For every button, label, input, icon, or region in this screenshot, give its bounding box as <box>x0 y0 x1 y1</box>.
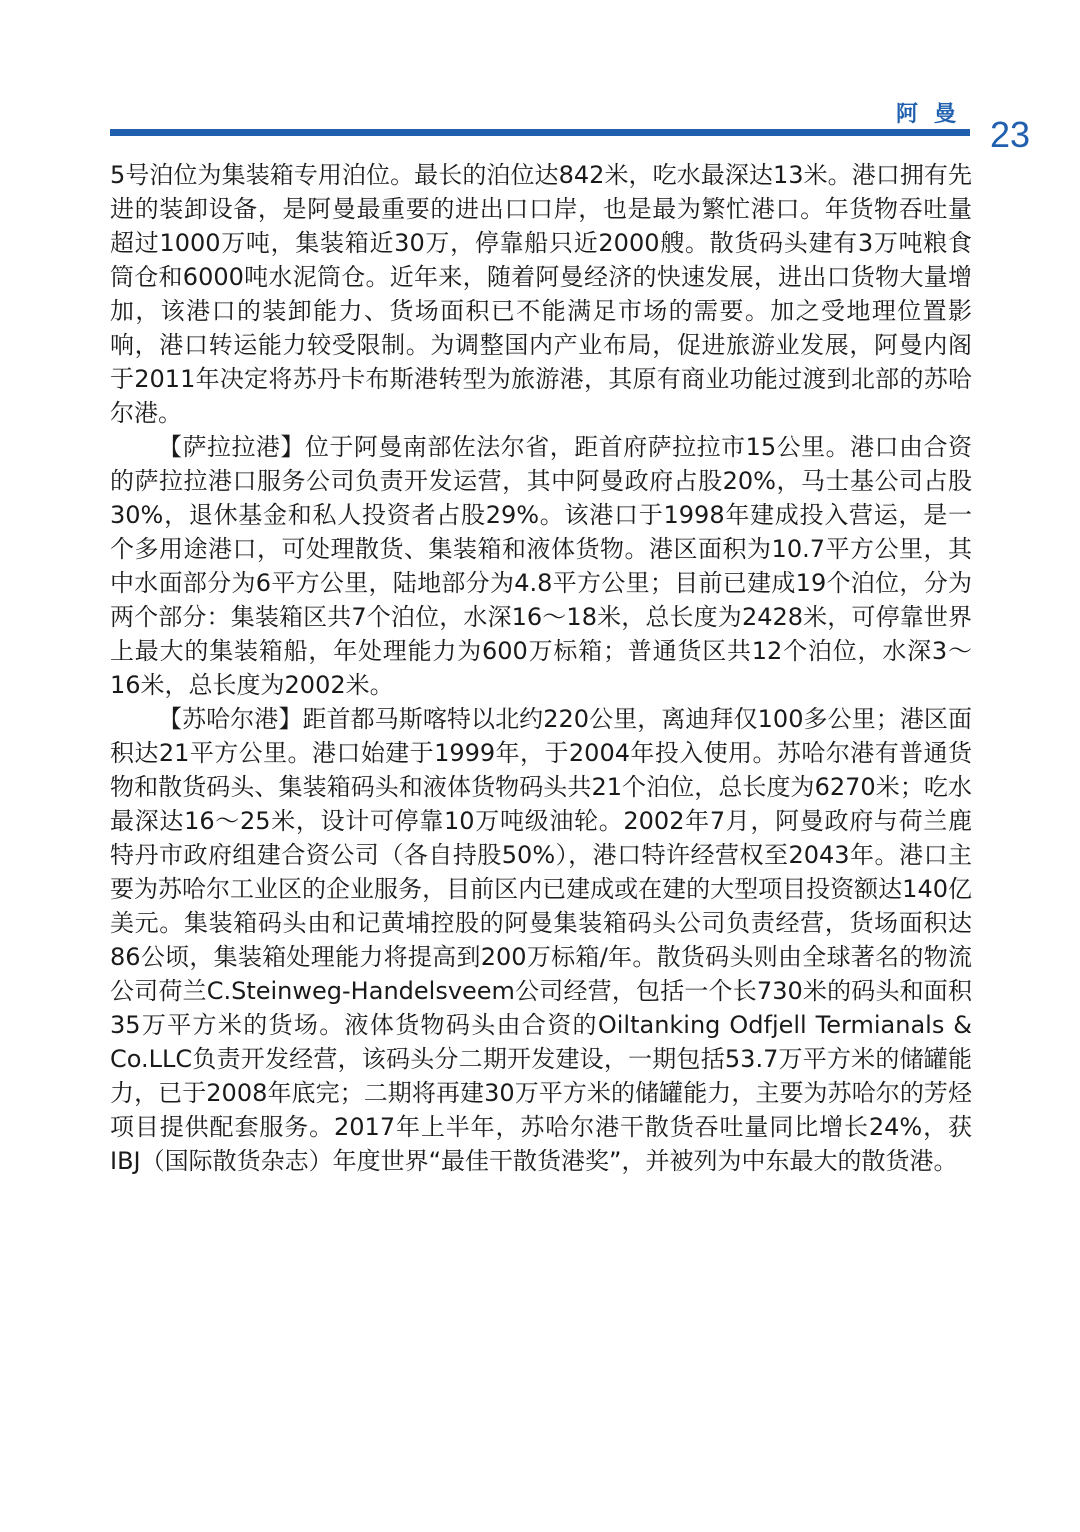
page-number: 23 <box>990 114 1031 155</box>
header-rule <box>110 129 970 136</box>
paragraph-port-continued <box>110 158 972 430</box>
paragraph-text: 距首都马斯喀特以北约220公里，离迪拜仅100多公里；港区面积达21平方公里。港口始建于1999年，于2004年投入使用。苏哈尔港有普通货物和散货码头、集装箱码头和液体货物码头共21个泊位，总长度为6270米；吃水最深达16～25米，设计可停靠10万吨级油轮。2002年7月，阿曼政府与荷兰鹿特丹市政府组建合资公司（各自持股50%），港口特许经营权至2043年。港口主要为苏哈尔工业区的企业服务，目前区内已建成或在建的大型项目投资额达140亿美元。集装箱码头由和记黄埔控股的阿曼集装箱码头公司负责经营，货场面积达86公顷，集装箱处理能力将提高到200万标箱/年。散货码头则由全球著名的物流公司荷兰C.Steinweg-Handelsveem公司经营，包括一个长730米的码头和面积35万平方米的货场。液体货物码头由合资的Oiltanking Odfjell Termianals & Co.LLC负责开发经营，该码头分二期开发建设，一期包括53.7万平方米的储罐能力，已于2008年底完；二期将再建30万平方米的储罐能力，主要为苏哈尔的芳烃项目提供配套服务。2017年上半年，苏哈尔港干散货吞吐量同比增长24%，获IBJ（国际散货杂志）年度世界“最佳干散货港奖”，并被列为中东最大的散货港。 <box>110 705 972 1175</box>
paragraph-text: 5号泊位为集装箱专用泊位。最长的泊位达842米，吃水最深达13米。港口拥有先进的装卸设备，是阿曼最重要的进出口口岸，也是最为繁忙港口。年货物吞吐量超过1000万吨，集装箱近30万，停靠船只近2000艘。散货码头建有3万吨粮食筒仓和6000吨水泥筒仓。近年来，随着阿曼经济的快速发展，进出口货物大量增加，该港口的装卸能力、货场面积已不能满足市场的需要。加之受地理位置影响，港口转运能力较受限制。为调整国内产业布局，促进旅游业发展，阿曼内阁于2011年决定将苏丹卡布斯港转型为旅游港，其原有商业功能过渡到北部的苏哈尔港。 <box>110 161 972 427</box>
section-title: 阿曼 <box>895 102 972 127</box>
page-header <box>0 0 1080 160</box>
paragraph-salalah-port <box>110 430 972 702</box>
paragraph-text: 位于阿曼南部佐法尔省，距首府萨拉拉市15公里。港口由合资的萨拉拉港口服务公司负责开发运营，其中阿曼政府占股20%，马士基公司占股30%，退休基金和私人投资者占股29%。该港口于1998年建成投入营运，是一个多用途港口，可处理散货、集装箱和液体货物。港区面积为10.7平方公里，其中水面部分为6平方公里，陆地部分为4.8平方公里；目前已建成19个泊位，分为两个部分：集装箱区共7个泊位，水深16～18米，总长度为2428米，可停靠世界上最大的集装箱船，年处理能力为600万标箱；普通货区共12个泊位，水深3～16米，总长度为2002米。 <box>110 433 972 699</box>
body-text <box>110 158 972 1178</box>
paragraph-sohar-port <box>110 702 972 1178</box>
paragraph-lead-heading: 【苏哈尔港】 <box>158 705 303 733</box>
paragraph-lead-heading: 【萨拉拉港】 <box>158 433 305 461</box>
